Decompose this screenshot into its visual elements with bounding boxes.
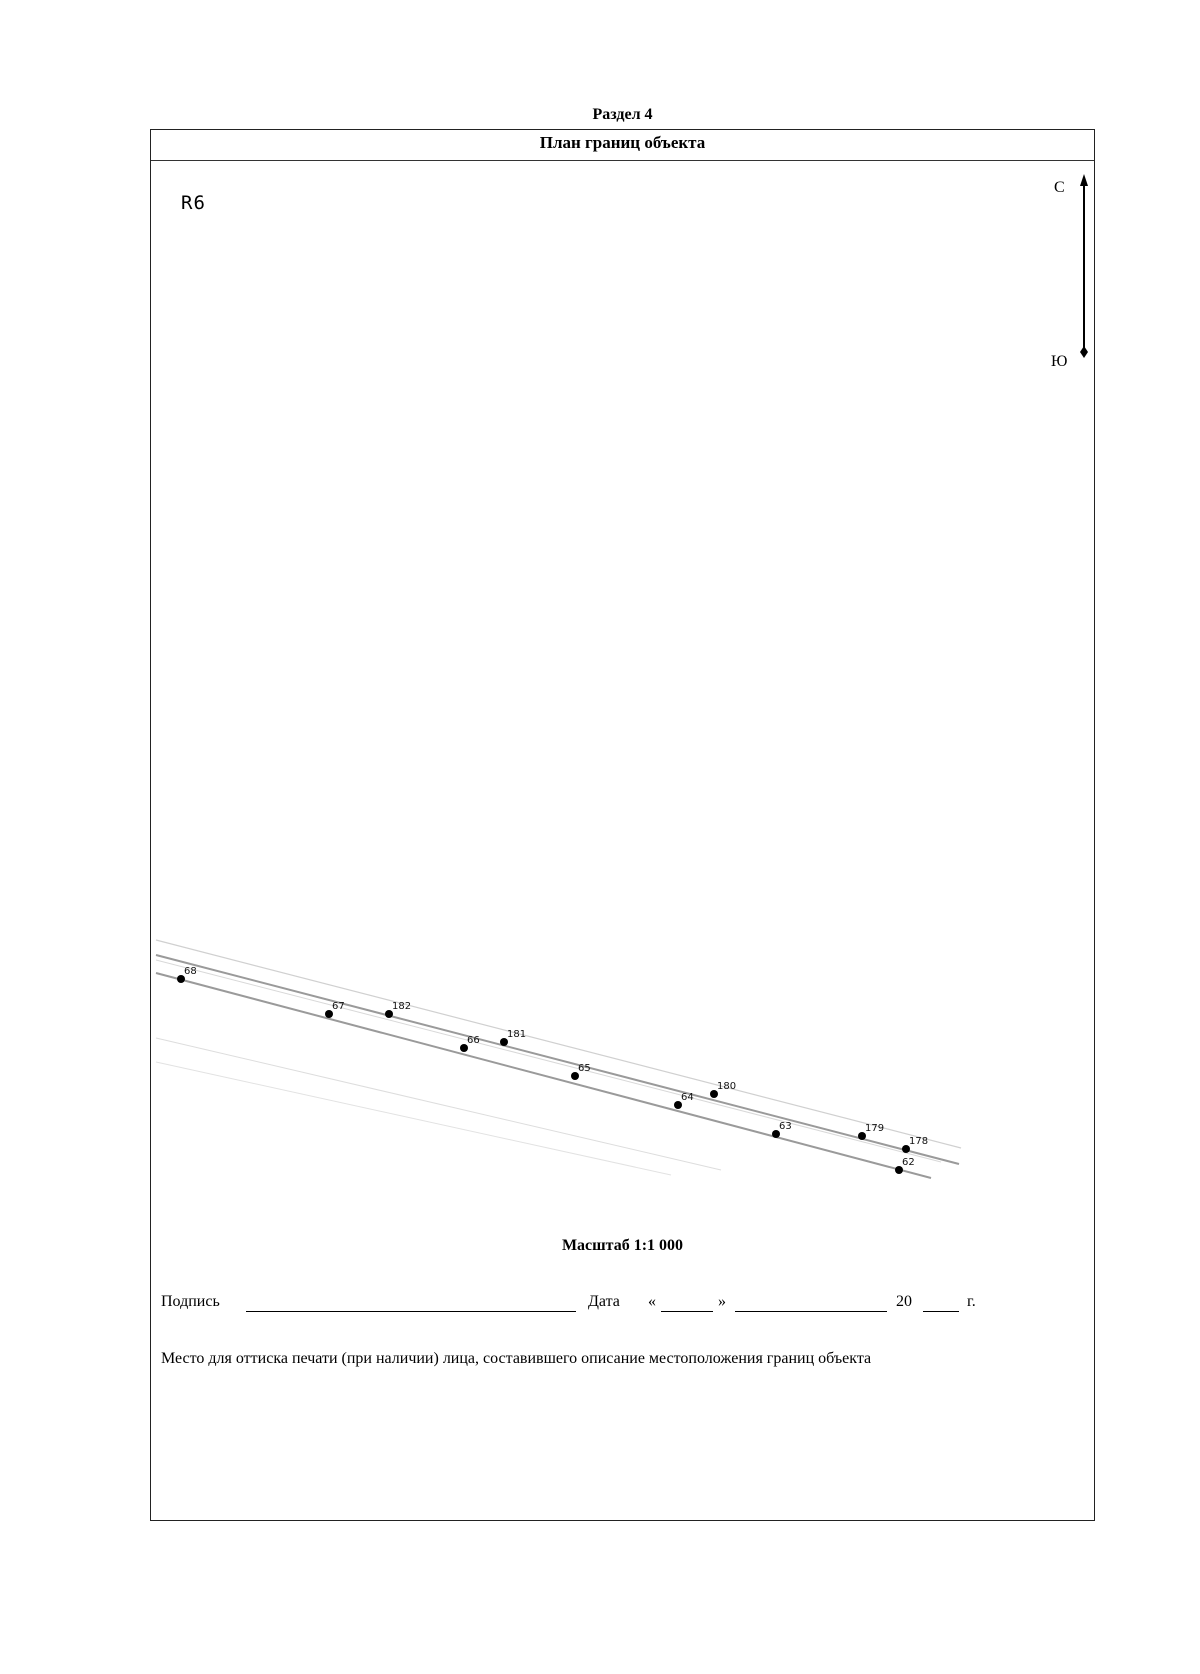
- boundary-plan: [151, 130, 1096, 1522]
- boundary-point-label: 66: [467, 1035, 480, 1046]
- background-line: [156, 960, 941, 1162]
- year-suffix: г.: [967, 1293, 976, 1310]
- date-quote-open: «: [648, 1293, 656, 1310]
- background-line: [156, 1038, 721, 1170]
- boundary-point-label: 62: [902, 1157, 915, 1168]
- stamp-note: Место для оттиска печати (при наличии) лица, составившего описание местоположения границ объекта: [161, 1350, 872, 1367]
- date-day-field[interactable]: [661, 1311, 713, 1312]
- boundary-line-upper: [156, 955, 959, 1164]
- boundary-point-label: 180: [717, 1081, 737, 1092]
- signature-label: Подпись: [161, 1293, 220, 1310]
- date-label: Дата: [588, 1293, 620, 1310]
- compass-north-label: С: [1054, 179, 1065, 196]
- scale-label: Масштаб 1:1 000: [561, 1237, 684, 1254]
- boundary-point-label: 65: [578, 1063, 591, 1074]
- boundary-point-label: 182: [392, 1001, 412, 1012]
- map-sheet-label: R6: [181, 192, 206, 214]
- boundary-point-label: 178: [909, 1136, 929, 1147]
- section-heading: Раздел 4: [592, 106, 653, 123]
- background-line: [156, 1062, 671, 1175]
- boundary-point-label: 181: [507, 1029, 527, 1040]
- boundary-point-label: 67: [332, 1001, 345, 1012]
- boundary-point-label: 68: [184, 966, 197, 977]
- plan-frame: [150, 129, 1095, 1521]
- boundary-point-label: 64: [681, 1092, 694, 1103]
- date-month-field[interactable]: [735, 1311, 887, 1312]
- year-prefix: 20: [896, 1293, 912, 1310]
- page-title: План границ объекта: [151, 130, 1094, 161]
- compass-south-label: Ю: [1051, 353, 1068, 370]
- date-quote-close: »: [718, 1293, 726, 1310]
- boundary-point-label: 63: [779, 1121, 792, 1132]
- boundary-point-label: 179: [865, 1123, 885, 1134]
- date-year-field[interactable]: [923, 1311, 959, 1312]
- background-line: [156, 940, 961, 1148]
- signature-field[interactable]: [246, 1311, 576, 1312]
